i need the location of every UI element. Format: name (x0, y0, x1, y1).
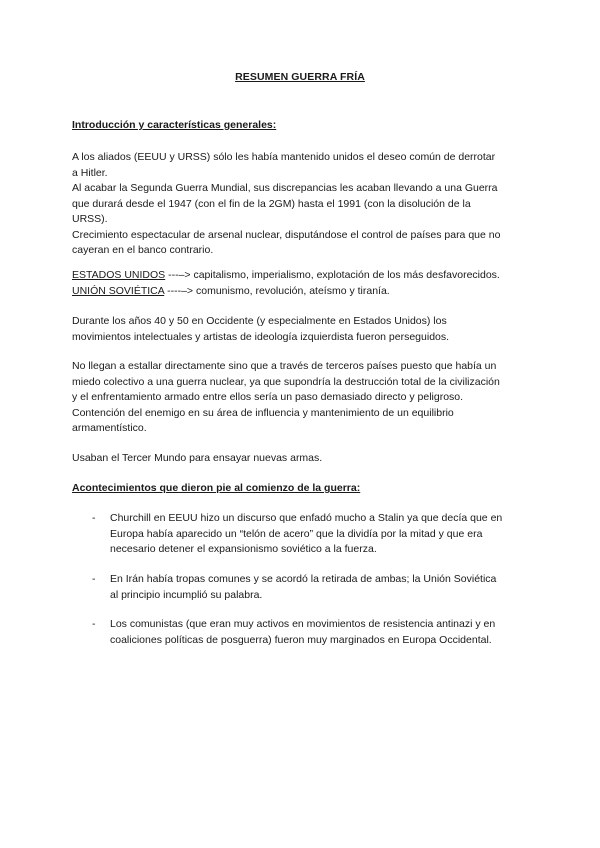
paragraph-line: Contención del enemigo en su área de influencia y mantenimiento de un equilibrio (72, 406, 454, 419)
paragraph-line: Al acabar la Segunda Guerra Mundial, sus discrepancias les acaban llevando a una Guerra (72, 182, 498, 194)
paragraph-line: al principio incumplió su palabra. (110, 588, 263, 601)
paragraph-line: necesario detener el expansionismo soviético a la fuerza. (110, 543, 377, 555)
section-heading-events: Acontecimientos que dieron pie al comienzo de la guerra: (72, 482, 361, 494)
ussr-label: UNIÓN SOVIÉTICA (72, 284, 165, 297)
paragraph-line: coaliciones políticas de posguerra) fueron muy marginados en Europa Occidental. (110, 633, 492, 646)
bullet-marker: - (92, 573, 96, 585)
paragraph-line: Churchill en EEUU hizo un discurso que enfadó mucho a Stalin ya que decía que en (110, 512, 503, 524)
paragraph-intro (72, 150, 532, 259)
paragraph-line: miedo colectivo a una guerra nuclear, ya que supondría la destrucción total de la civilización (72, 375, 500, 388)
usa-label: ESTADOS UNIDOS (72, 269, 166, 281)
paragraph-persecution (72, 314, 532, 345)
bullet-marker: - (92, 512, 96, 524)
paragraph-line: Durante los años 40 y 50 en Occidente (y especialmente en Estados Unidos) los (72, 315, 447, 327)
usa-text: ---–> capitalismo, imperialismo, explotación de los más desfavorecidos. (165, 269, 500, 281)
list-item-text (110, 572, 530, 603)
paragraph-line: que durará desde el 1947 (con el fin de la 2GM) hasta el 1991 (con la disolución de la (72, 197, 471, 210)
document-title: RESUMEN GUERRA FRÍA (235, 71, 365, 83)
paragraph-third-world (72, 451, 532, 467)
list-item-text (110, 617, 530, 648)
paragraph-line: URSS). (72, 213, 108, 225)
paragraph-line: cayeran en el banco contrario. (72, 244, 214, 256)
paragraph-line: movimientos intelectuales y artistas de ideología izquierdista fueron perseguidos. (72, 330, 450, 343)
paragraph-line: Europa había aparecido un “telón de acero” que la dividía por la mitad y que era (110, 527, 483, 540)
bloc-comparison (72, 268, 532, 299)
paragraph-line: Usaban el Tercer Mundo para ensayar nuevas armas. (72, 452, 323, 464)
paragraph-line: No llegan a estallar directamente sino que a través de terceros países puesto que había un (72, 360, 497, 372)
ussr-text: ----–> comunismo, revolución, ateísmo y tiranía. (164, 284, 390, 297)
list-item-text (110, 511, 530, 558)
usa-line (72, 268, 532, 284)
paragraph-line: Crecimiento espectacular de arsenal nuclear, disputándose el control de países para que no (72, 228, 501, 241)
paragraph-line: y el enfrentamiento armado entre ellos sería un paso demasiado directo y peligroso. (72, 391, 464, 403)
paragraph-indirect-conflict (72, 359, 532, 437)
section-heading-intro: Introducción y características generales: (72, 119, 277, 131)
ussr-line (72, 284, 532, 300)
bullet-marker: - (92, 618, 96, 630)
paragraph-line: Los comunistas (que eran muy activos en movimientos de resistencia antinazi y en (110, 618, 496, 630)
paragraph-line: En Irán había tropas comunes y se acordó la retirada de ambas; la Unión Soviética (110, 573, 497, 585)
paragraph-line: A los aliados (EEUU y URSS) sólo les había mantenido unidos el deseo común de derrotar (72, 151, 496, 163)
paragraph-line: a Hitler. (72, 166, 108, 179)
paragraph-line: armamentístico. (72, 422, 147, 434)
